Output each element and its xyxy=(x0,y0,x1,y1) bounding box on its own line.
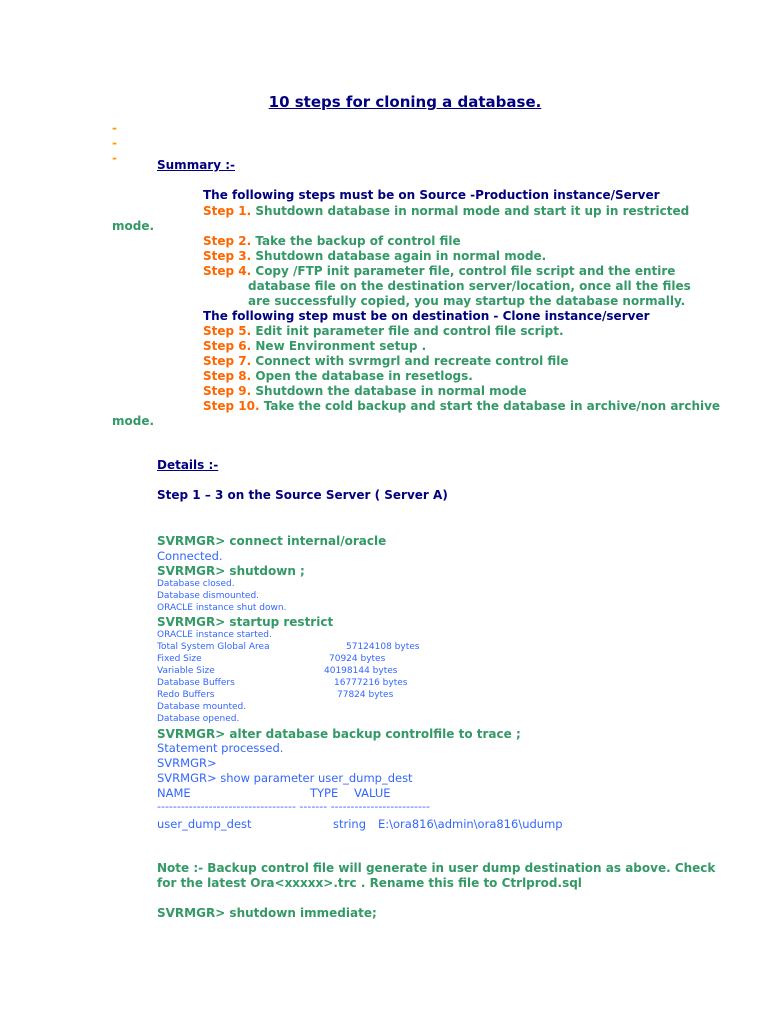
step-text: Connect with svrmgrl and recreate control file xyxy=(251,354,569,368)
step-label: Step 7. xyxy=(203,354,252,368)
console-output: Connected. xyxy=(157,549,223,563)
column-header-value: VALUE xyxy=(354,786,391,800)
step-text: New Environment setup . xyxy=(251,339,427,353)
console-command: SVRMGR> shutdown ; xyxy=(157,564,305,578)
bullet-dash: - xyxy=(112,121,117,135)
sga-value: 40198144 bytes xyxy=(324,666,398,676)
step-label: Step 9. xyxy=(203,384,252,398)
source-intro: The following steps must be on Source -Production instance/Server xyxy=(203,188,660,202)
sga-label: Redo Buffers xyxy=(157,690,215,700)
param-value: E:\ora816\admin\ora816\udump xyxy=(378,817,563,831)
step-continuation: mode. xyxy=(112,414,155,428)
step-label: Step 3. xyxy=(203,249,252,263)
step-line-8 xyxy=(203,369,473,383)
step-line-7 xyxy=(203,354,569,368)
sga-value: 16777216 bytes xyxy=(334,678,408,688)
step-label: Step 5. xyxy=(203,324,252,338)
step-continuation: mode. xyxy=(112,219,155,233)
step-text: Shutdown the database in normal mode xyxy=(251,384,527,398)
note-line: for the latest Ora<xxxxx>.trc . Rename this file to Ctrlprod.sql xyxy=(157,876,582,890)
step-line-5 xyxy=(203,324,564,338)
step-label: Step 10. xyxy=(203,399,260,413)
note-line: Note :- Backup control file will generate in user dump destination as above. Check xyxy=(157,861,716,875)
console-output: Database dismounted. xyxy=(157,591,260,601)
sga-value: 70924 bytes xyxy=(329,654,386,664)
step-line-6 xyxy=(203,339,426,353)
step-label: Step 6. xyxy=(203,339,252,353)
step-text: Take the cold backup and start the database in archive/non archive xyxy=(259,399,721,413)
param-type: string xyxy=(333,817,367,831)
sga-value: 57124108 bytes xyxy=(346,642,420,652)
step-line-4 xyxy=(203,264,675,278)
details-heading: Details :- xyxy=(157,458,219,472)
step-line-2 xyxy=(203,234,461,248)
step-text: Edit init parameter file and control file script. xyxy=(251,324,564,338)
sga-label: Variable Size xyxy=(157,666,215,676)
param-name: user_dump_dest xyxy=(157,817,252,831)
bullet-dash: - xyxy=(112,151,117,165)
separator-line: ----------------------------------- ------- ------------------------- xyxy=(157,800,430,813)
console-output: ORACLE instance shut down. xyxy=(157,603,287,613)
column-header-type: TYPE xyxy=(310,786,339,800)
sga-value: 77824 bytes xyxy=(337,690,394,700)
bullet-dash: - xyxy=(112,136,117,150)
summary-heading: Summary :- xyxy=(157,158,235,172)
column-header-name: NAME xyxy=(157,786,191,800)
console-output: Database opened. xyxy=(157,714,240,724)
step-label: Step 2. xyxy=(203,234,252,248)
console-command: SVRMGR> startup restrict xyxy=(157,615,334,629)
console-command: SVRMGR> show parameter user_dump_dest xyxy=(157,771,413,785)
console-output: Database closed. xyxy=(157,579,235,589)
details-subheading: Step 1 – 3 on the Source Server ( Server A) xyxy=(157,488,448,502)
console-command: SVRMGR> alter database backup controlfile to trace ; xyxy=(157,727,521,741)
sga-label: Database Buffers xyxy=(157,678,235,688)
step-text: Shutdown database again in normal mode. xyxy=(251,249,547,263)
step-text: Take the backup of control file xyxy=(251,234,461,248)
step-continuation: database file on the destination server/location, once all the files xyxy=(248,279,691,293)
document-title: 10 steps for cloning a database. xyxy=(268,93,542,111)
sga-label: Fixed Size xyxy=(157,654,202,664)
step-label: Step 8. xyxy=(203,369,252,383)
step-line-10 xyxy=(203,399,720,413)
step-label: Step 1. xyxy=(203,204,252,218)
step-text: Open the database in resetlogs. xyxy=(251,369,473,383)
step-line-9 xyxy=(203,384,527,398)
step-continuation: are successfully copied, you may startup the database normally. xyxy=(248,294,686,308)
console-output: Statement processed. xyxy=(157,741,284,755)
console-command: SVRMGR> connect internal/oracle xyxy=(157,534,387,548)
console-command: SVRMGR> shutdown immediate; xyxy=(157,906,377,920)
step-text: Shutdown database in normal mode and start it up in restricted xyxy=(251,204,690,218)
destination-intro: The following step must be on destination - Clone instance/server xyxy=(203,309,650,323)
console-output: ORACLE instance started. xyxy=(157,630,272,640)
console-prompt: SVRMGR> xyxy=(157,756,217,770)
step-line-1 xyxy=(203,204,689,218)
step-text: Copy /FTP init parameter file, control file script and the entire xyxy=(251,264,676,278)
step-line-3 xyxy=(203,249,546,263)
sga-label: Total System Global Area xyxy=(157,642,270,652)
step-label: Step 4. xyxy=(203,264,252,278)
console-output: Database mounted. xyxy=(157,702,247,712)
